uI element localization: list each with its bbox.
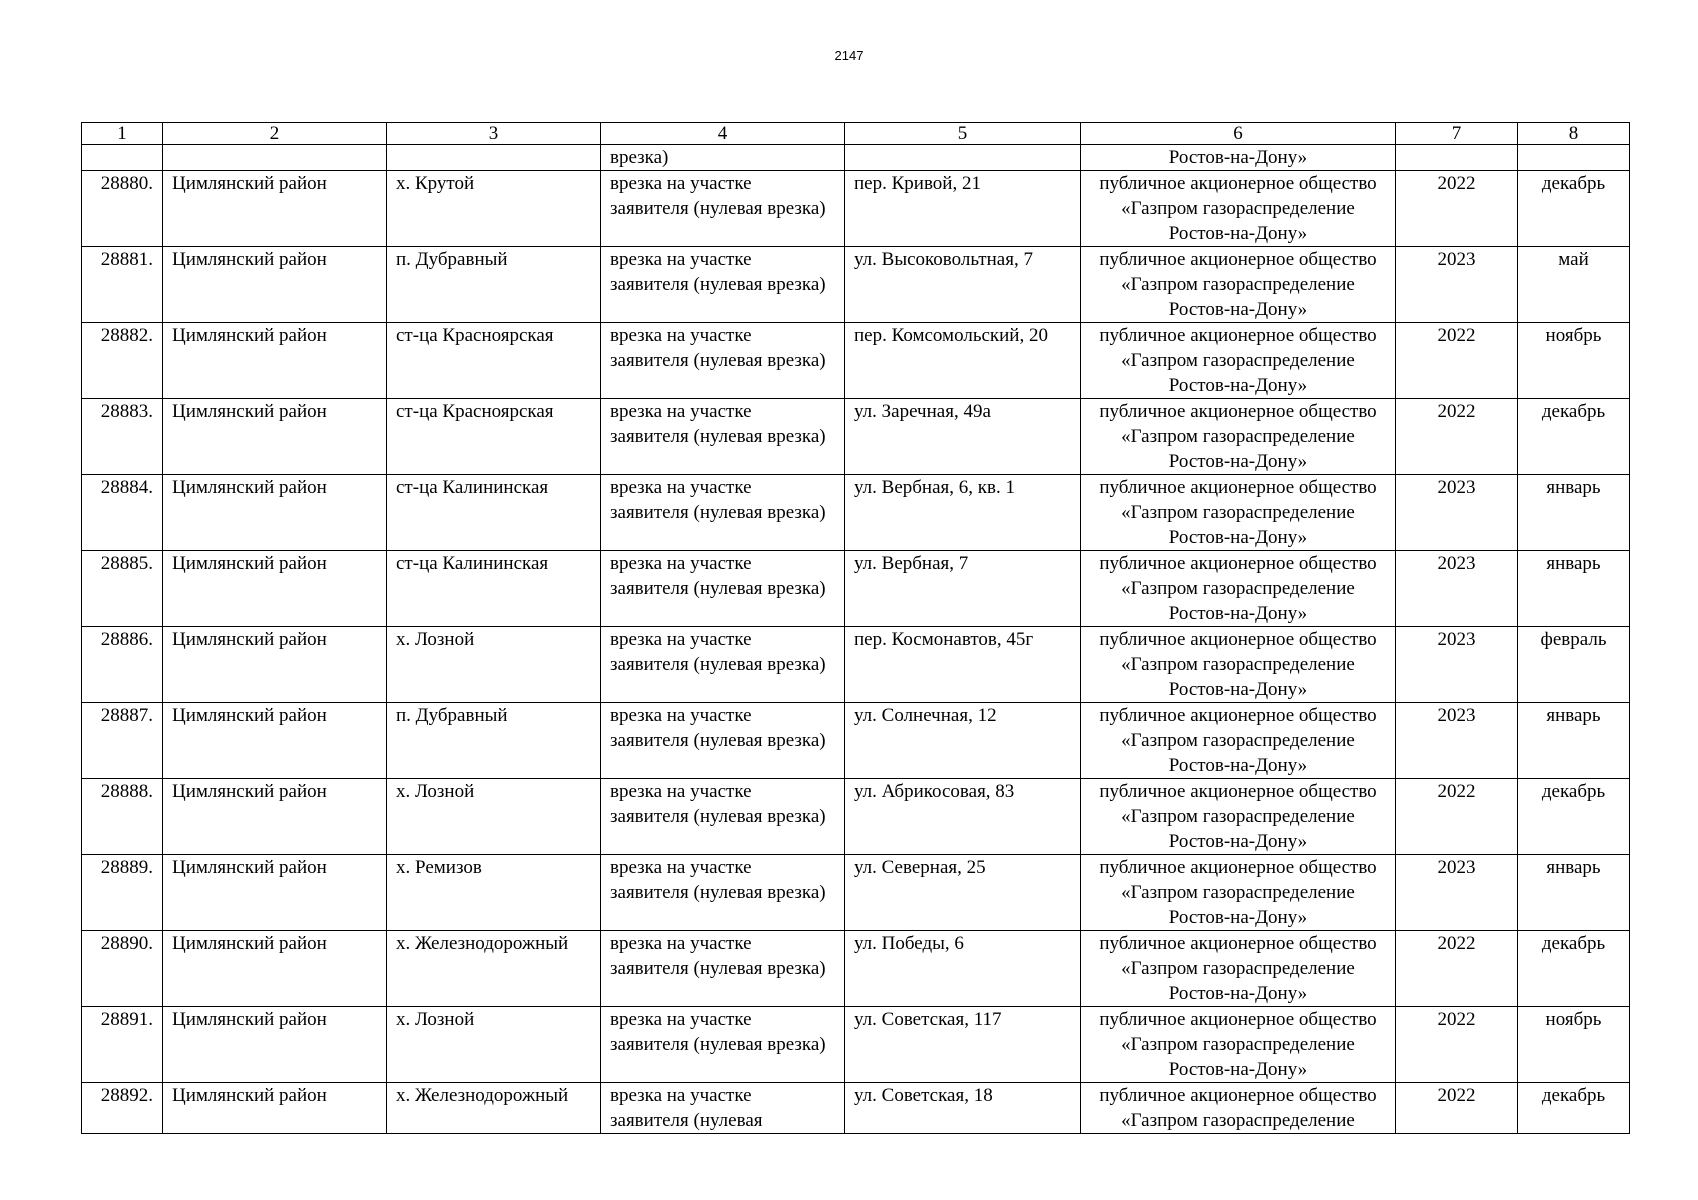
year-cell: 2023 [1396,855,1518,931]
address-cell: пер. Кривой, 21 [845,171,1081,247]
organization-line: Ростов-на-Дону» [1168,223,1308,244]
organization-line: Ростов-на-Дону» [1168,679,1308,700]
table-row [82,551,1630,627]
settlement-cell: х. Лозной [387,779,601,855]
month-cell: декабрь [1518,931,1630,1007]
district-cell [163,145,387,171]
organization-line: Ростов-на-Дону» [1168,907,1308,928]
organization-line: Ростов-на-Дону» [1168,603,1308,624]
month-cell: январь [1518,703,1630,779]
organization-cell [1081,627,1396,703]
settlement-cell: п. Дубравный [387,247,601,323]
year-cell: 2022 [1396,779,1518,855]
row-number [82,145,163,171]
organization-line: Ростов-на-Дону» [1168,1059,1308,1080]
month-cell: январь [1518,855,1630,931]
organization-line: «Газпром газораспределение [1121,502,1355,523]
organization-line: Ростов-на-Дону» [1168,755,1308,776]
organization-line: публичное акционерное общество [1099,857,1377,878]
year-cell: 2022 [1396,323,1518,399]
organization-line: публичное акционерное общество [1099,705,1377,726]
row-number: 28884. [82,475,163,551]
settlement-cell: х. Лозной [387,1007,601,1083]
row-number: 28882. [82,323,163,399]
settlement-cell: х. Железнодорожный [387,1083,601,1134]
organization-cell [1081,703,1396,779]
district-cell: Цимлянский район [163,627,387,703]
district-cell: Цимлянский район [163,247,387,323]
connection-type-cell: врезка на участке заявителя (нулевая врезка) [601,551,845,627]
column-header: 5 [845,123,1081,145]
district-cell: Цимлянский район [163,855,387,931]
connection-type-cell: врезка на участке заявителя (нулевая врезка) [601,323,845,399]
organization-line: Ростов-на-Дону» [1168,299,1308,320]
connection-type-cell: врезка на участке заявителя (нулевая врезка) [601,931,845,1007]
column-header: 8 [1518,123,1630,145]
organization-line: публичное акционерное общество [1099,933,1377,954]
column-header: 7 [1396,123,1518,145]
row-number: 28888. [82,779,163,855]
address-cell: ул. Победы, 6 [845,931,1081,1007]
organization-line: «Газпром газораспределение [1121,426,1355,447]
district-cell: Цимлянский район [163,551,387,627]
year-cell: 2022 [1396,1083,1518,1134]
address-cell: ул. Вербная, 6, кв. 1 [845,475,1081,551]
organization-cell [1081,171,1396,247]
organization-line: Ростов-на-Дону» [1168,451,1308,472]
organization-cell [1081,399,1396,475]
organization-cell [1081,931,1396,1007]
table-row [82,399,1630,475]
row-number: 28886. [82,627,163,703]
organization-line: публичное акционерное общество [1099,629,1377,650]
connection-type-cell: врезка на участке заявителя (нулевая врезка) [601,855,845,931]
district-cell: Цимлянский район [163,323,387,399]
column-header: 2 [163,123,387,145]
month-cell: ноябрь [1518,323,1630,399]
address-cell: ул. Заречная, 49а [845,399,1081,475]
organization-cell [1081,1007,1396,1083]
connection-type-cell: врезка на участке заявителя (нулевая врезка) [601,475,845,551]
continuation-row [82,145,1630,171]
address-cell: пер. Комсомольский, 20 [845,323,1081,399]
settlement-cell [387,145,601,171]
settlement-cell: ст-ца Красноярская [387,399,601,475]
row-number: 28892. [82,1083,163,1134]
connection-type-cell: врезка) [601,145,845,171]
district-cell: Цимлянский район [163,1083,387,1134]
organization-line: «Газпром газораспределение [1121,350,1355,371]
year-cell [1396,145,1518,171]
column-header: 3 [387,123,601,145]
settlement-cell: х. Лозной [387,627,601,703]
address-cell: ул. Абрикосовая, 83 [845,779,1081,855]
organization-cell [1081,323,1396,399]
table-row [82,855,1630,931]
month-cell: декабрь [1518,1083,1630,1134]
organization-cell [1081,475,1396,551]
address-cell [845,145,1081,171]
month-cell [1518,145,1630,171]
organization-cell [1081,551,1396,627]
row-number: 28887. [82,703,163,779]
row-number: 28891. [82,1007,163,1083]
year-cell: 2022 [1396,1007,1518,1083]
connection-type-cell: врезка на участке заявителя (нулевая [601,1083,845,1134]
address-cell: ул. Высоковольтная, 7 [845,247,1081,323]
month-cell: декабрь [1518,779,1630,855]
year-cell: 2023 [1396,551,1518,627]
column-header: 1 [82,123,163,145]
table-row [82,703,1630,779]
connection-type-cell: врезка на участке заявителя (нулевая врезка) [601,171,845,247]
organization-line: «Газпром газораспределение [1121,274,1355,295]
organization-line: публичное акционерное общество [1099,173,1377,194]
organization-line: публичное акционерное общество [1099,1009,1377,1030]
connection-type-cell: врезка на участке заявителя (нулевая врезка) [601,1007,845,1083]
connection-type-cell: врезка на участке заявителя (нулевая врезка) [601,247,845,323]
district-cell: Цимлянский район [163,399,387,475]
page-number: 2147 [834,48,864,63]
connection-type-cell: врезка на участке заявителя (нулевая врезка) [601,779,845,855]
table-row [82,475,1630,551]
row-number: 28885. [82,551,163,627]
district-cell: Цимлянский район [163,931,387,1007]
registry-table [81,122,1630,1134]
address-cell: ул. Вербная, 7 [845,551,1081,627]
organization-line: публичное акционерное общество [1099,325,1377,346]
settlement-cell: ст-ца Калининская [387,551,601,627]
settlement-cell: ст-ца Калининская [387,475,601,551]
organization-line: публичное акционерное общество [1099,249,1377,270]
address-cell: ул. Советская, 117 [845,1007,1081,1083]
settlement-cell: х. Железнодорожный [387,931,601,1007]
table-row [82,931,1630,1007]
column-number-row [82,123,1630,145]
organization-line: Ростов-на-Дону» [1168,831,1308,852]
district-cell: Цимлянский район [163,475,387,551]
table-body [82,171,1630,1134]
organization-line: Ростов-на-Дону» [1168,983,1308,1004]
year-cell: 2023 [1396,627,1518,703]
connection-type-cell: врезка на участке заявителя (нулевая врезка) [601,399,845,475]
organization-cell [1081,779,1396,855]
organization-cell [1081,1083,1396,1134]
organization-cell: Ростов-на-Дону» [1081,145,1396,171]
table-row [82,779,1630,855]
row-number: 28880. [82,171,163,247]
organization-line: публичное акционерное общество [1099,401,1377,422]
organization-line: Ростов-на-Дону» [1168,527,1308,548]
table-row [82,247,1630,323]
year-cell: 2023 [1396,247,1518,323]
address-cell: ул. Северная, 25 [845,855,1081,931]
settlement-cell: х. Крутой [387,171,601,247]
connection-type-cell: врезка на участке заявителя (нулевая врезка) [601,703,845,779]
organization-cell [1081,855,1396,931]
month-cell: январь [1518,551,1630,627]
organization-line: «Газпром газораспределение [1121,1110,1355,1131]
table-row [82,171,1630,247]
organization-line: Ростов-на-Дону» [1168,375,1308,396]
organization-line: «Газпром газораспределение [1121,730,1355,751]
year-cell: 2022 [1396,399,1518,475]
organization-line: «Газпром газораспределение [1121,1034,1355,1055]
year-cell: 2023 [1396,703,1518,779]
table-row [82,1083,1630,1134]
district-cell: Цимлянский район [163,171,387,247]
row-number: 28890. [82,931,163,1007]
organization-line: публичное акционерное общество [1099,553,1377,574]
table-row [82,1007,1630,1083]
connection-type-cell: врезка на участке заявителя (нулевая врезка) [601,627,845,703]
month-cell: декабрь [1518,171,1630,247]
district-cell: Цимлянский район [163,703,387,779]
settlement-cell: х. Ремизов [387,855,601,931]
month-cell: январь [1518,475,1630,551]
month-cell: ноябрь [1518,1007,1630,1083]
row-number: 28883. [82,399,163,475]
organization-line: «Газпром газораспределение [1121,806,1355,827]
organization-line: публичное акционерное общество [1099,1085,1377,1106]
row-number: 28889. [82,855,163,931]
month-cell: май [1518,247,1630,323]
table-row [82,627,1630,703]
address-cell: ул. Советская, 18 [845,1083,1081,1134]
table-row [82,323,1630,399]
organization-cell [1081,247,1396,323]
address-cell: ул. Солнечная, 12 [845,703,1081,779]
settlement-cell: п. Дубравный [387,703,601,779]
month-cell: февраль [1518,627,1630,703]
column-header: 4 [601,123,845,145]
organization-line: «Газпром газораспределение [1121,882,1355,903]
year-cell: 2022 [1396,931,1518,1007]
organization-line: публичное акционерное общество [1099,477,1377,498]
year-cell: 2023 [1396,475,1518,551]
month-cell: декабрь [1518,399,1630,475]
settlement-cell: ст-ца Красноярская [387,323,601,399]
address-cell: пер. Космонавтов, 45г [845,627,1081,703]
column-header: 6 [1081,123,1396,145]
organization-line: «Газпром газораспределение [1121,198,1355,219]
organization-line: «Газпром газораспределение [1121,654,1355,675]
organization-line: публичное акционерное общество [1099,781,1377,802]
district-cell: Цимлянский район [163,779,387,855]
row-number: 28881. [82,247,163,323]
organization-line: «Газпром газораспределение [1121,578,1355,599]
district-cell: Цимлянский район [163,1007,387,1083]
organization-line: «Газпром газораспределение [1121,958,1355,979]
year-cell: 2022 [1396,171,1518,247]
